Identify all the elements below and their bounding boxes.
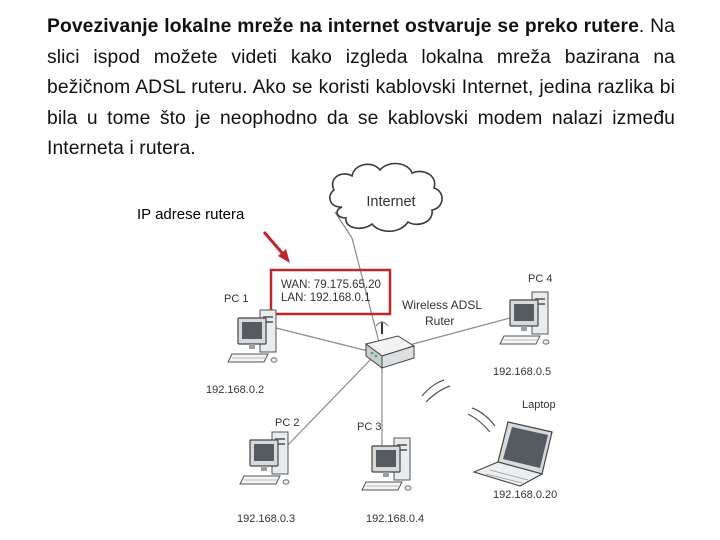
desktop-pc-icon <box>228 310 277 362</box>
link-router-pc2 <box>285 358 372 448</box>
device-ip: 192.168.0.5 <box>493 366 552 378</box>
device-pc-3 <box>357 421 424 525</box>
laptop-icon <box>474 422 552 486</box>
device-name: PC 4 <box>528 273 553 285</box>
device-ip: 192.168.0.20 <box>493 489 558 501</box>
link-router-pc1 <box>276 328 372 352</box>
intro-body-text: . Na slici ispod možete videti kako izgleda lokalna mreža bazirana na bežičnom ADSL ruteru. Ako se koristi kablovski Internet, jedina razlika bi bila u tome što je neophodno da se kablovski modem nalazi između Interneta i rutera. <box>47 16 675 159</box>
device-name: PC 1 <box>224 293 249 305</box>
desktop-pc-icon <box>240 432 289 484</box>
device-ip: 192.168.0.2 <box>206 384 265 396</box>
router-label-line2: Ruter <box>425 314 455 328</box>
intro-bold-text: Povezivanje lokalne mreže na internet ostvaruje se preko rutere <box>47 16 639 37</box>
device-laptop <box>474 399 557 501</box>
device-name: PC 2 <box>275 417 300 429</box>
ip-annotation-label: IP adrese rutera <box>137 206 245 223</box>
device-pc-1 <box>206 293 277 396</box>
desktop-pc-icon <box>362 438 411 490</box>
device-pc-2 <box>237 417 299 525</box>
device-name: Laptop <box>522 399 556 411</box>
wifi-signal-icon <box>422 380 495 432</box>
annotation-arrow <box>264 232 290 263</box>
internet-cloud <box>330 164 442 232</box>
device-name: PC 3 <box>357 421 382 433</box>
device-ip: 192.168.0.3 <box>237 513 296 525</box>
router-label-line1: Wireless ADSL <box>402 298 483 312</box>
router-lan-ip: LAN: 192.168.0.1 <box>281 292 371 304</box>
device-ip: 192.168.0.4 <box>366 513 425 525</box>
internet-label: Internet <box>366 194 416 210</box>
device-pc-4 <box>493 273 552 378</box>
network-links <box>276 212 510 448</box>
router-wan-ip: WAN: 79.175.65.20 <box>281 279 381 291</box>
router-icon <box>366 322 414 368</box>
